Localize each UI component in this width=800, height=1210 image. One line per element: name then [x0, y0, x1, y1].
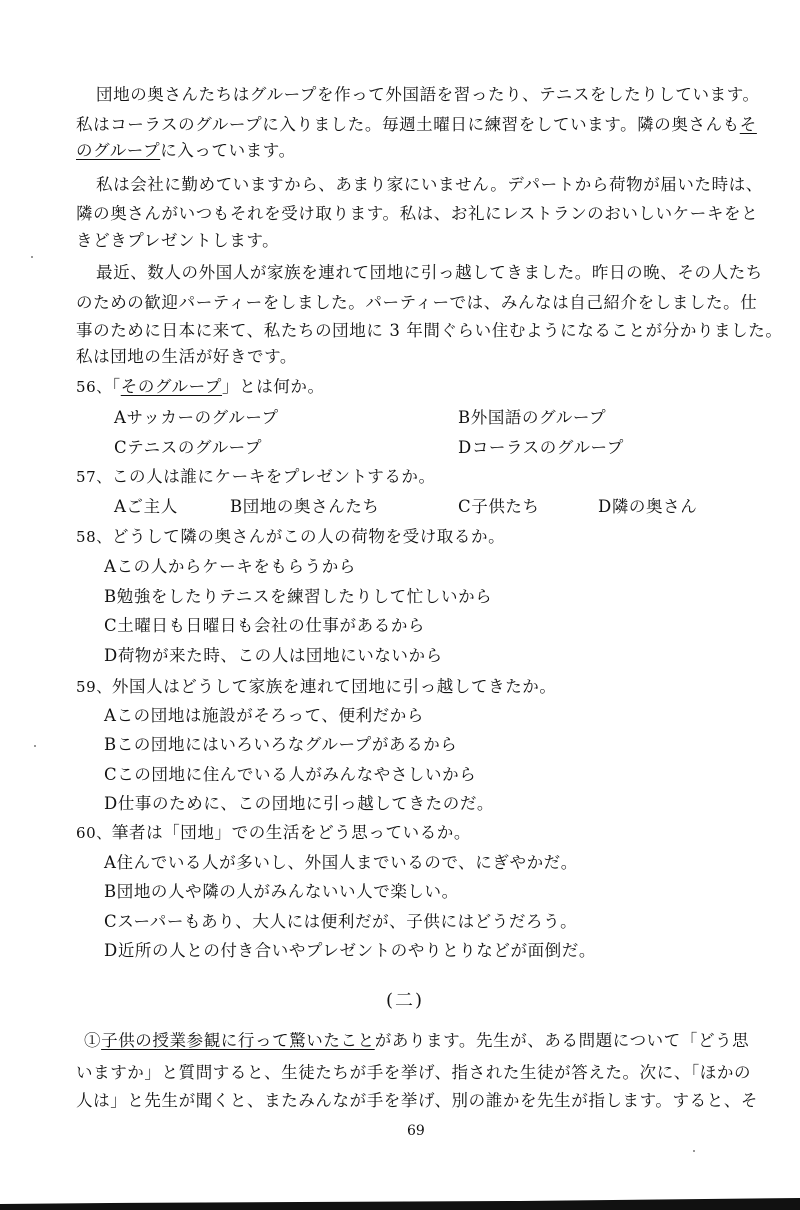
passage1-para3-line2: のための歓迎パーティーをしました。パーティーでは、みんなは自己紹介をしました。仕	[76, 293, 758, 312]
question-57-option-c[interactable]: C子供たち	[458, 497, 540, 516]
passage1-para2-line1: 私は会社に勤めていますから、あまり家にいません。デパートから荷物が届いた時は、	[96, 175, 763, 194]
question-58-option-c[interactable]: C土曜日も日曜日も会社の仕事があるから	[104, 616, 426, 635]
question-56-stem	[76, 376, 325, 398]
question-58-option-d[interactable]: D荷物が来た時、この人は団地にいないから	[104, 646, 443, 665]
question-56-option-c[interactable]: Cテニスのグループ	[114, 438, 263, 457]
stem-open-bracket: 「	[111, 377, 121, 396]
question-57-option-a[interactable]: Aご主人	[114, 497, 178, 516]
question-59-option-b[interactable]: Bこの団地にはいろいろなグループがあるから	[104, 735, 458, 754]
para1-line3-text: に入っています。	[160, 141, 296, 160]
underlined-phrase-start: そ	[739, 115, 757, 134]
section2-line3: 人は」と先生が聞くと、またみんなが手を挙げ、別の誰かを先生が指します。すると、そ	[76, 1091, 759, 1110]
underlined-phrase-end: のグループ	[76, 141, 161, 160]
question-56-option-d[interactable]: Dコーラスのグループ	[458, 438, 624, 457]
question-number: 56、	[76, 378, 112, 396]
question-number: 60、	[76, 824, 112, 842]
question-58-stem	[76, 526, 505, 548]
scan-speck	[34, 745, 36, 747]
scan-speck	[693, 1150, 695, 1152]
circled-number-marker: ①	[84, 1031, 102, 1050]
page-number: 69	[407, 1123, 425, 1139]
passage1-para2-line3: きどきプレゼントします。	[76, 231, 280, 250]
question-number: 59、	[76, 678, 112, 696]
section2-line1	[84, 1030, 749, 1052]
stem-text: どうして隣の奥さんがこの人の荷物を受け取るか。	[111, 527, 506, 546]
passage1-para3-line4: 私は団地の生活が好きです。	[76, 347, 297, 366]
question-59-option-a[interactable]: Aこの団地は施設がそろって、便利だから	[104, 706, 424, 725]
stem-text: この人は誰にケーキをプレゼントするか。	[111, 467, 436, 486]
passage1-para2-line2: 隣の奥さんがいつもそれを受け取ります。私は、お礼にレストランのおいしいケーキをと	[76, 204, 759, 223]
question-number: 58、	[76, 528, 112, 546]
question-60-option-a[interactable]: A住んでいる人が多いし、外国人までいるので、にぎやかだ。	[104, 853, 578, 872]
question-58-option-a[interactable]: Aこの人からケーキをもらうから	[104, 557, 356, 576]
question-60-option-c[interactable]: Cスーパーもあり、大人には便利だが、子供にはどうだろう。	[104, 912, 578, 931]
question-60-stem	[76, 822, 471, 844]
stem-rest: 」とは何か。	[222, 377, 325, 396]
question-59-option-c[interactable]: Cこの団地に住んでいる人がみんなやさしいから	[104, 765, 477, 784]
passage1-para1-line2	[76, 114, 757, 136]
question-57-option-d[interactable]: D隣の奥さん	[598, 497, 698, 516]
passage1-para3-line1: 最近、数人の外国人が家族を連れて団地に引っ越してきました。昨日の晩、その人たち	[96, 263, 763, 282]
passage1-para1-line1: 団地の奥さんたちはグループを作って外国語を習ったり、テニスをしたりしています。	[96, 85, 760, 104]
para1-line2-text: 私はコーラスのグループに入りました。毎週土曜日に練習をしています。隣の奥さんも	[76, 115, 740, 134]
passage1-para1-line3	[76, 140, 296, 162]
stem-underlined: そのグループ	[120, 377, 223, 396]
stem-text: 筆者は「団地」での生活をどう思っているか。	[111, 823, 471, 842]
question-57-option-b[interactable]: B団地の奥さんたち	[230, 497, 380, 516]
question-number: 57、	[76, 468, 112, 486]
question-56-option-a[interactable]: Aサッカーのグループ	[114, 408, 279, 427]
question-59-stem	[76, 676, 557, 698]
question-59-option-d[interactable]: D仕事のために、この団地に引っ越してきたのだ。	[104, 794, 495, 813]
section2-line1-text: があります。先生が、ある問題について「どう思	[374, 1031, 750, 1050]
section2-line2: いますか」と質問すると、生徒たちが手を挙げ、指された生徒が答えた。次に、「ほかの	[76, 1063, 752, 1082]
section-2-heading: (二)	[386, 990, 425, 1011]
scan-speck	[31, 256, 33, 258]
question-56-option-b[interactable]: B外国語のグループ	[458, 408, 607, 427]
question-58-option-b[interactable]: B勉強をしたりテニスを練習したりして忙しいから	[104, 587, 493, 606]
question-60-option-b[interactable]: B団地の人や隣の人がみんないい人で楽しい。	[104, 882, 459, 901]
question-60-option-d[interactable]: D近所の人との付き合いやプレゼントのやりとりなどが面倒だ。	[104, 941, 596, 960]
passage1-para3-line3: 事のために日本に来て、私たちの団地に 3 年間ぐらい住むようになることが分かりました。	[76, 321, 783, 340]
question-57-stem	[76, 466, 436, 488]
underlined-phrase-1: 子供の授業参観に行って驚いたこと	[101, 1031, 375, 1050]
stem-text: 外国人はどうして家族を連れて団地に引っ越してきたか。	[111, 677, 557, 696]
scan-edge-shadow	[0, 1188, 800, 1210]
